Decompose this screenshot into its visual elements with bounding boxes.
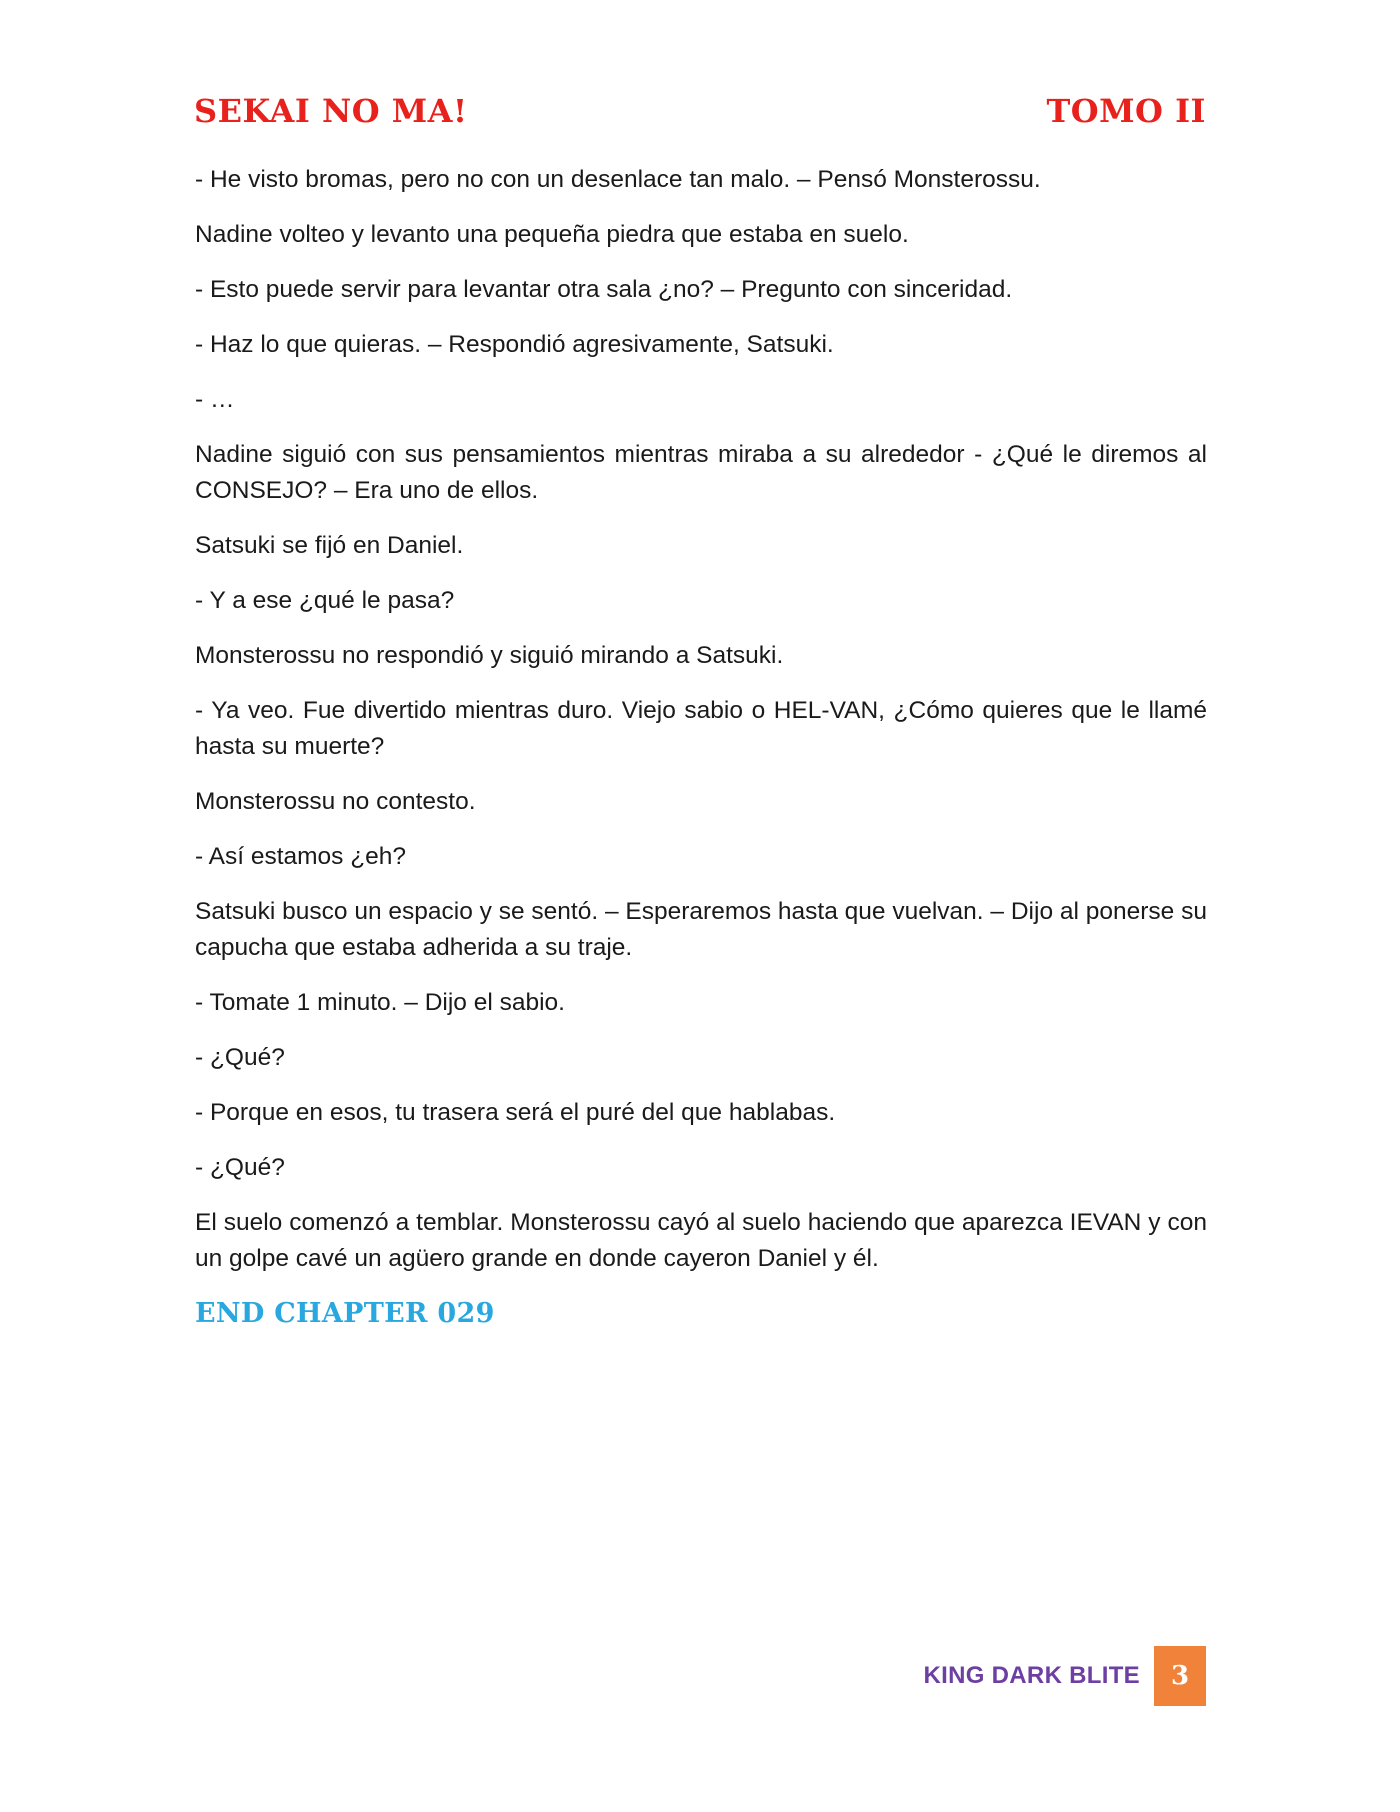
paragraph: El suelo comenzó a temblar. Monsterossu cayó al suelo haciendo que aparezca IEVAN y con un golpe cavé un agüero grande en donde cayeron Daniel y él.: [195, 1209, 1207, 1272]
paragraph: - Esto puede servir para levantar otra sala ¿no? – Pregunto con sinceridad.: [195, 276, 1013, 303]
paragraph: Nadine siguió con sus pensamientos mientras miraba a su alrededor - ¿Qué le diremos al CONSEJO? – Era uno de ellos.: [195, 441, 1207, 504]
author-name: KING DARK BLITE: [923, 1662, 1140, 1689]
volume-title: TOMO II: [1046, 92, 1206, 130]
paragraph: Satsuki busco un espacio y se sentó. – Esperaremos hasta que vuelvan. – Dijo al ponerse su capucha que estaba adherida a su traje.: [195, 898, 1207, 961]
paragraph: - Haz lo que quieras. – Respondió agresivamente, Satsuki.: [195, 331, 834, 358]
paragraph: - He visto bromas, pero no con un desenlace tan malo. – Pensó Monsterossu.: [195, 166, 1041, 193]
paragraph: - ¿Qué?: [195, 1154, 285, 1181]
paragraph: Monsterossu no contesto.: [195, 788, 476, 815]
paragraph: - Porque en esos, tu trasera será el puré del que hablabas.: [195, 1099, 836, 1126]
paragraph: - ¿Qué?: [195, 1044, 285, 1071]
paragraph: - Ya veo. Fue divertido mientras duro. Viejo sabio o HEL-VAN, ¿Cómo quieres que le llamé hasta su muerte?: [195, 697, 1207, 760]
paragraph: Satsuki se fijó en Daniel.: [195, 532, 464, 559]
page-footer: [924, 1646, 1207, 1706]
paragraph: - Y a ese ¿qué le pasa?: [195, 587, 455, 614]
end-chapter-label: END CHAPTER 029: [195, 1298, 495, 1329]
page-header: [194, 88, 1206, 134]
chapter-body: [195, 162, 1207, 1332]
page-number: 3: [1154, 1646, 1206, 1706]
paragraph: - …: [195, 386, 235, 413]
paragraph: Nadine volteo y levanto una pequeña piedra que estaba en suelo.: [195, 221, 909, 248]
paragraph: - Así estamos ¿eh?: [195, 843, 407, 870]
paragraph: - Tomate 1 minuto. – Dijo el sabio.: [195, 989, 565, 1016]
book-title: SEKAI NO MA!: [194, 92, 468, 130]
paragraph: Monsterossu no respondió y siguió mirando a Satsuki.: [195, 642, 784, 669]
